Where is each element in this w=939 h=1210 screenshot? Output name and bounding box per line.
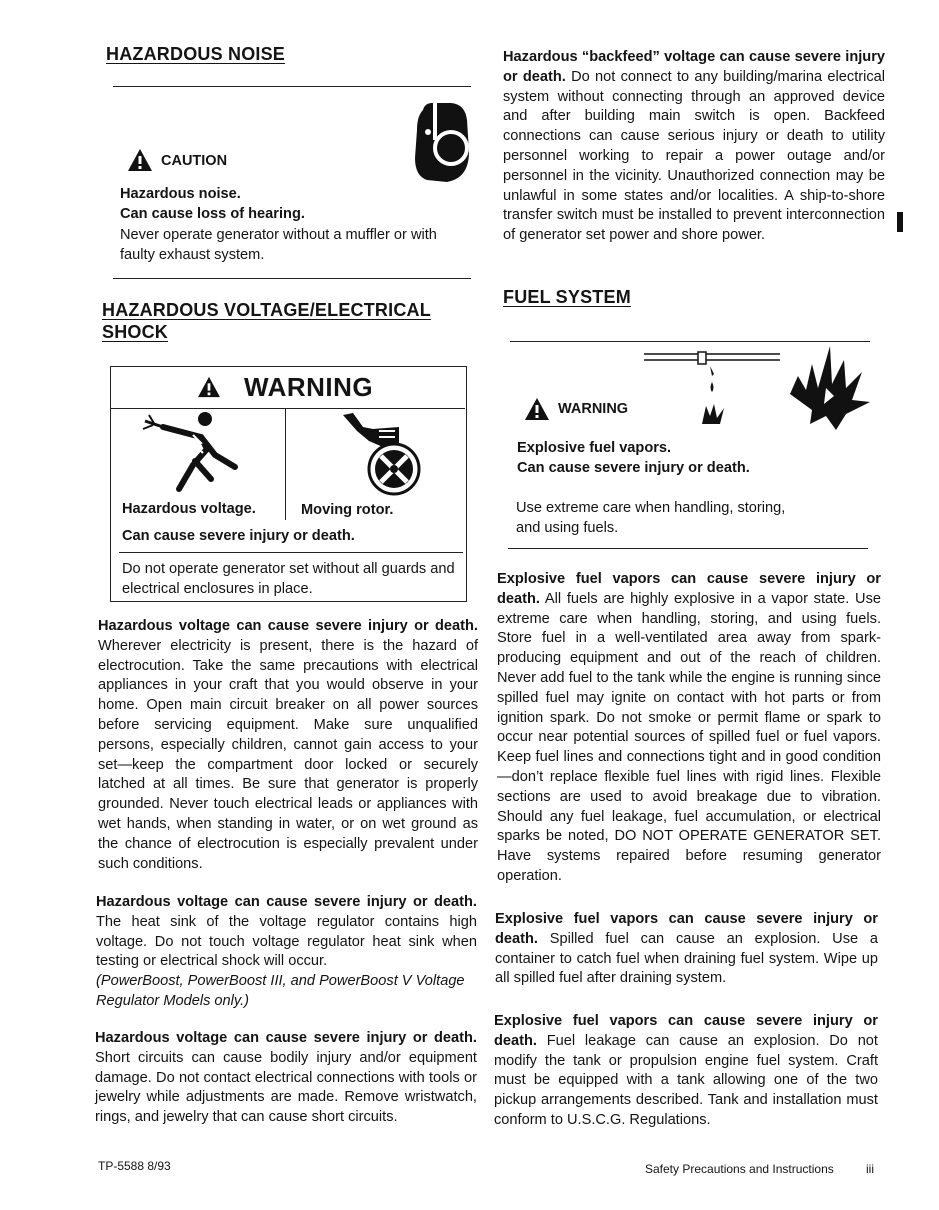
safety-paragraph: [98, 617, 478, 874]
alert-triangle-icon: [197, 376, 221, 398]
model-note: (PowerBoost, PowerBoost III, and PowerBoost V Voltage Regulator Models only.): [96, 973, 465, 1009]
warning-title: WARNING: [244, 372, 374, 402]
divider: [510, 341, 870, 342]
paragraph-lead: Explosive fuel vapors can cause severe injury or death.: [494, 1013, 878, 1049]
caution-signal-word: CAUTION: [161, 153, 228, 169]
warning-signal-word: WARNING: [558, 401, 629, 417]
change-bar: [897, 212, 903, 232]
fuel-drip-explosion-icon: [640, 344, 880, 434]
paragraph-lead: Hazardous voltage can cause severe injury or death.: [95, 1030, 477, 1046]
doc-number: TP-5588 8/93: [98, 1159, 171, 1173]
divider: [508, 548, 868, 549]
heading-hazardous-voltage: [102, 299, 431, 343]
consequence-statement: Can cause severe injury or death.: [517, 460, 750, 476]
paragraph-lead: Hazardous voltage can cause severe injury or death.: [98, 618, 478, 634]
instruction-text: Use extreme care when handling, storing, and using fuels.: [516, 500, 786, 536]
paragraph-text: The heat sink of the voltage regulator contains high voltage. Do not touch voltage regulator heat sink when testing or electrical shock will occur.: [96, 913, 477, 970]
heading-hazardous-noise: HAZARDOUS NOISE: [106, 44, 286, 64]
heading-fuel-system: FUEL SYSTEM: [503, 287, 631, 307]
hazard-statement: Explosive fuel vapors.: [517, 440, 672, 456]
instruction-text: Do not operate generator set without all guards and electrical enclosures in place.: [122, 561, 455, 597]
hazard-statement: Hazardous voltage.: [122, 501, 256, 517]
hearing-protection-icon: [409, 100, 475, 186]
paragraph-text: All fuels are highly explosive in a vapor state. Use extreme care when handling, storing, and using fuels. Store fuel in a well-ventilated area away from spark-producing equipment and out of the reach of children. Never add fuel to the tank while the engine is running since spilled fuel may ignite on contact with hot parts or from ignition spark. Do not smoke or permit flame or spark to occur near potential sources of spilled fuel or fuel vapors. Keep fuel lines and connections tight and in good condition—don’t replace flexible fuel lines with rigid lines. Flexible sections are used to avoid breakage due to vibration. Should any fuel leakage, fuel accumulation, or electrical sparks be noted, DO NOT OPERATE GENERATOR SET. Have systems repaired before resuming generator operation.: [497, 590, 881, 884]
alert-triangle-icon: [127, 148, 153, 172]
safety-paragraph: [494, 1012, 878, 1131]
moving-rotor-icon: [339, 411, 429, 497]
divider: [113, 278, 471, 279]
safety-paragraph: [497, 570, 881, 887]
divider: [285, 409, 286, 520]
page-number: iii: [866, 1162, 874, 1176]
safety-paragraph: [95, 1029, 477, 1128]
consequence-statement: Can cause severe injury or death.: [122, 528, 355, 544]
electrocution-icon: [141, 411, 251, 497]
warning-box: [110, 366, 467, 602]
paragraph-text: Spilled fuel can cause an explosion. Use a container to catch fuel when draining fuel system. Wipe up all spilled fuel after draining system.: [495, 930, 878, 987]
paragraph-text: Short circuits can cause bodily injury and/or equipment damage. Do not contact electrical connections with tools or jewelry while adjustments are made. Remove wristwatch, rings, and jewelry that can cause short circuits.: [95, 1049, 477, 1126]
paragraph-text: Do not connect to any building/marina electrical system without connecting through an approved device and after building main switch is open. Backfeed connections can cause serious injury or death to utility personnel working to repair a power outage and/or personnel in the vicinity. Unauthorized connection may be unlawful in some states and/or localities. A ship-to-shore transfer switch must be installed to prevent interconnection of generator set power and shore power.: [503, 68, 886, 244]
section-title: Safety Precautions and Instructions: [645, 1162, 834, 1176]
hazard-statement: Moving rotor.: [301, 502, 394, 518]
consequence-statement: Can cause loss of hearing.: [120, 206, 305, 222]
paragraph-text: Wherever electricity is present, there is the hazard of electrocution. Take the same precautions with electrical appliances in your craft that you would observe in your home. Open main circuit breaker on all power sources before servicing equipment. Make sure unqualified persons, especially children, cannot gain access to your set—keep the compartment door locked or securely latched at all times. Be sure that generator is properly grounded. Never touch electrical leads or appliances with wet hands, when standing in water, or on wet ground as the chance of electrocution is especially prevalent under such conditions.: [98, 637, 478, 872]
heading-line: HAZARDOUS VOLTAGE/ELECTRICAL: [102, 300, 431, 320]
instruction-text: Never operate generator without a muffler or with faulty exhaust system.: [120, 227, 437, 263]
paragraph-text: Fuel leakage can cause an explosion. Do not modify the tank or propulsion engine fuel system. Craft must be equipped with a tank allowing one of the two pickup arrangements described. Tank and installation must conform to U.S.C.G. Regulations.: [494, 1032, 878, 1128]
safety-paragraph: [495, 910, 878, 989]
paragraph-lead: Hazardous voltage can cause severe injury or death.: [96, 894, 477, 910]
safety-paragraph: [503, 48, 885, 246]
hazard-statement: Hazardous noise.: [120, 186, 241, 202]
divider: [119, 552, 463, 553]
divider: [113, 86, 471, 87]
paragraph-lead: Explosive fuel vapors can cause severe injury or death.: [495, 911, 878, 947]
paragraph-lead: Explosive fuel vapors can cause severe injury or death.: [497, 571, 881, 607]
warning-header: [111, 367, 465, 409]
alert-triangle-icon: [524, 397, 550, 421]
safety-paragraph: [96, 893, 477, 1012]
paragraph-lead: Hazardous “backfeed” voltage can cause severe injury or death.: [503, 49, 885, 85]
heading-line: SHOCK: [102, 322, 169, 342]
